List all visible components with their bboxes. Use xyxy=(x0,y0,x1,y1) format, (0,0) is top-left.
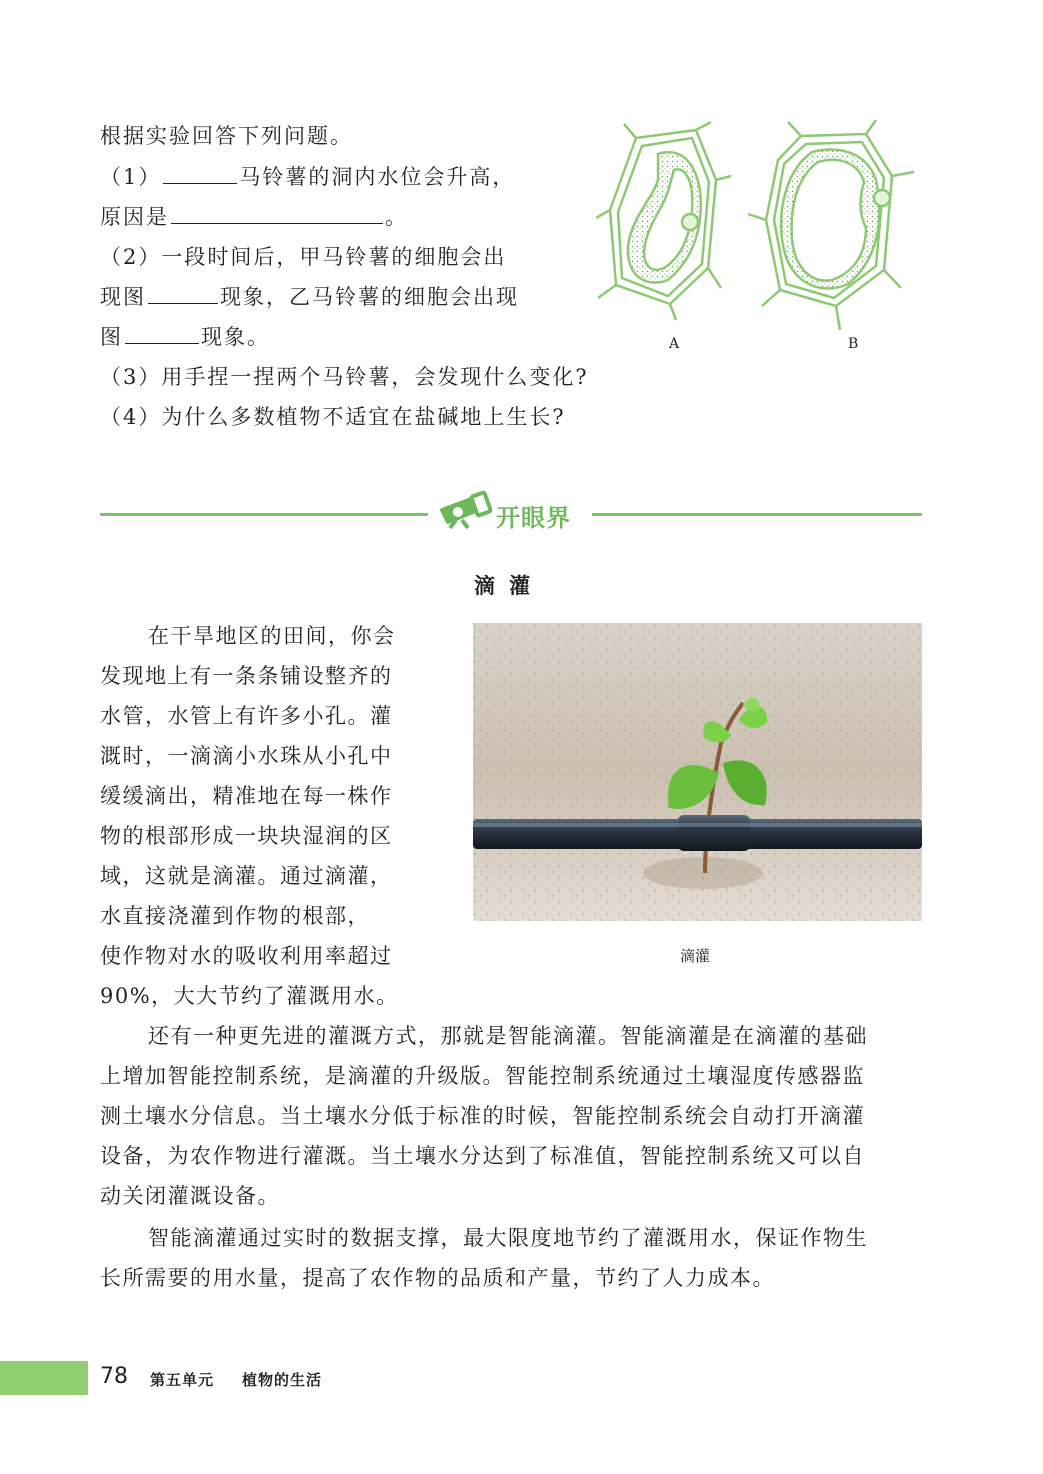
question-3: （3）用手捏一捏两个马铃薯，会发现什么变化? xyxy=(100,365,589,389)
drip-irrigation-photo xyxy=(473,623,922,921)
paragraph-line: 长所需要的用水量，提高了农作物的品质和产量，节约了人力成本。 xyxy=(100,1266,775,1290)
article-paragraph-1 xyxy=(100,616,440,1016)
cell-b-label: B xyxy=(848,336,859,352)
cell-b xyxy=(748,120,914,330)
question-2-line2 xyxy=(100,283,519,311)
page-number: 78 xyxy=(100,1364,128,1389)
q2-blank-1[interactable] xyxy=(148,283,218,304)
paragraph-line: 设备，为农作物进行灌溉。当土壤水分达到了标准值，智能控制系统又可以自 xyxy=(100,1144,865,1168)
article-title: 滴灌 xyxy=(474,574,544,598)
footer-unit: 第五单元 xyxy=(150,1371,215,1389)
footer-accent-bar xyxy=(0,1361,88,1395)
section-divider-right xyxy=(592,513,922,516)
footer-chapter: 植物的生活 xyxy=(242,1371,323,1389)
photo-caption: 滴灌 xyxy=(680,947,711,965)
paragraph-line: 发现地上有一条条铺设整齐的 xyxy=(100,664,393,688)
paragraph-line: 在干旱地区的田间，你会 xyxy=(148,624,396,648)
paragraph-line: 90%，大大节约了灌溉用水。 xyxy=(100,984,399,1008)
question-2-line1: （2）一段时间后，甲马铃薯的细胞会出 xyxy=(100,245,507,269)
question-1 xyxy=(100,163,515,191)
paragraph-line: 动关闭灌溉设备。 xyxy=(100,1184,280,1208)
question-1-reason xyxy=(100,203,408,231)
q1-reason-label: 原因是 xyxy=(100,205,169,229)
cell-a-label: A xyxy=(669,336,680,352)
q1-number: （1） xyxy=(100,165,162,189)
question-4: （4）为什么多数植物不适宜在盐碱地上生长? xyxy=(100,405,566,429)
q2-line2-b: 现象，乙马铃薯的细胞会出现 xyxy=(220,285,519,309)
cell-a xyxy=(596,122,731,320)
q2-line2-a: 现图 xyxy=(100,285,146,309)
paragraph-line: 测土壤水分信息。当土壤水分低于标准的时候，智能控制系统会自动打开滴灌 xyxy=(100,1104,865,1128)
q1-text: 马铃薯的洞内水位会升高， xyxy=(239,165,516,189)
q1-reason-end: 。 xyxy=(385,205,408,229)
plant-cell-figure xyxy=(596,120,926,340)
question-2-line3 xyxy=(100,323,270,351)
paragraph-line: 智能滴灌通过实时的数据支撑，最大限度地节约了灌溉用水，保证作物生 xyxy=(148,1226,868,1250)
q2-line3-a: 图 xyxy=(100,325,123,349)
q1-blank[interactable] xyxy=(163,163,237,184)
paragraph-line: 水管，水管上有许多小孔。灌 xyxy=(100,704,393,728)
article-paragraph-3 xyxy=(100,1218,940,1298)
paragraph-line: 上增加智能控制系统，是滴灌的升级版。智能控制系统通过土壤湿度传感器监 xyxy=(100,1064,865,1088)
q1-reason-blank[interactable] xyxy=(171,203,383,224)
intro-line: 根据实验回答下列问题。 xyxy=(100,124,353,148)
q2-blank-2[interactable] xyxy=(125,323,199,344)
paragraph-line: 溉时，一滴滴小水珠从小孔中 xyxy=(100,744,393,768)
paragraph-line: 缓缓滴出，精准地在每一株作 xyxy=(100,784,393,808)
paragraph-line: 水直接浇灌到作物的根部， xyxy=(100,904,370,928)
article-paragraph-2 xyxy=(100,1016,940,1216)
telescope-icon xyxy=(438,490,492,530)
q2-line3-b: 现象。 xyxy=(201,325,270,349)
paragraph-line: 还有一种更先进的灌溉方式，那就是智能滴灌。智能滴灌是在滴灌的基础 xyxy=(148,1024,868,1048)
paragraph-line: 域，这就是滴灌。通过滴灌， xyxy=(100,864,393,888)
section-divider-left xyxy=(100,513,428,516)
section-title: 开眼界 xyxy=(496,504,571,532)
paragraph-line: 使作物对水的吸收利用率超过 xyxy=(100,944,393,968)
paragraph-line: 物的根部形成一块块湿润的区 xyxy=(100,824,393,848)
